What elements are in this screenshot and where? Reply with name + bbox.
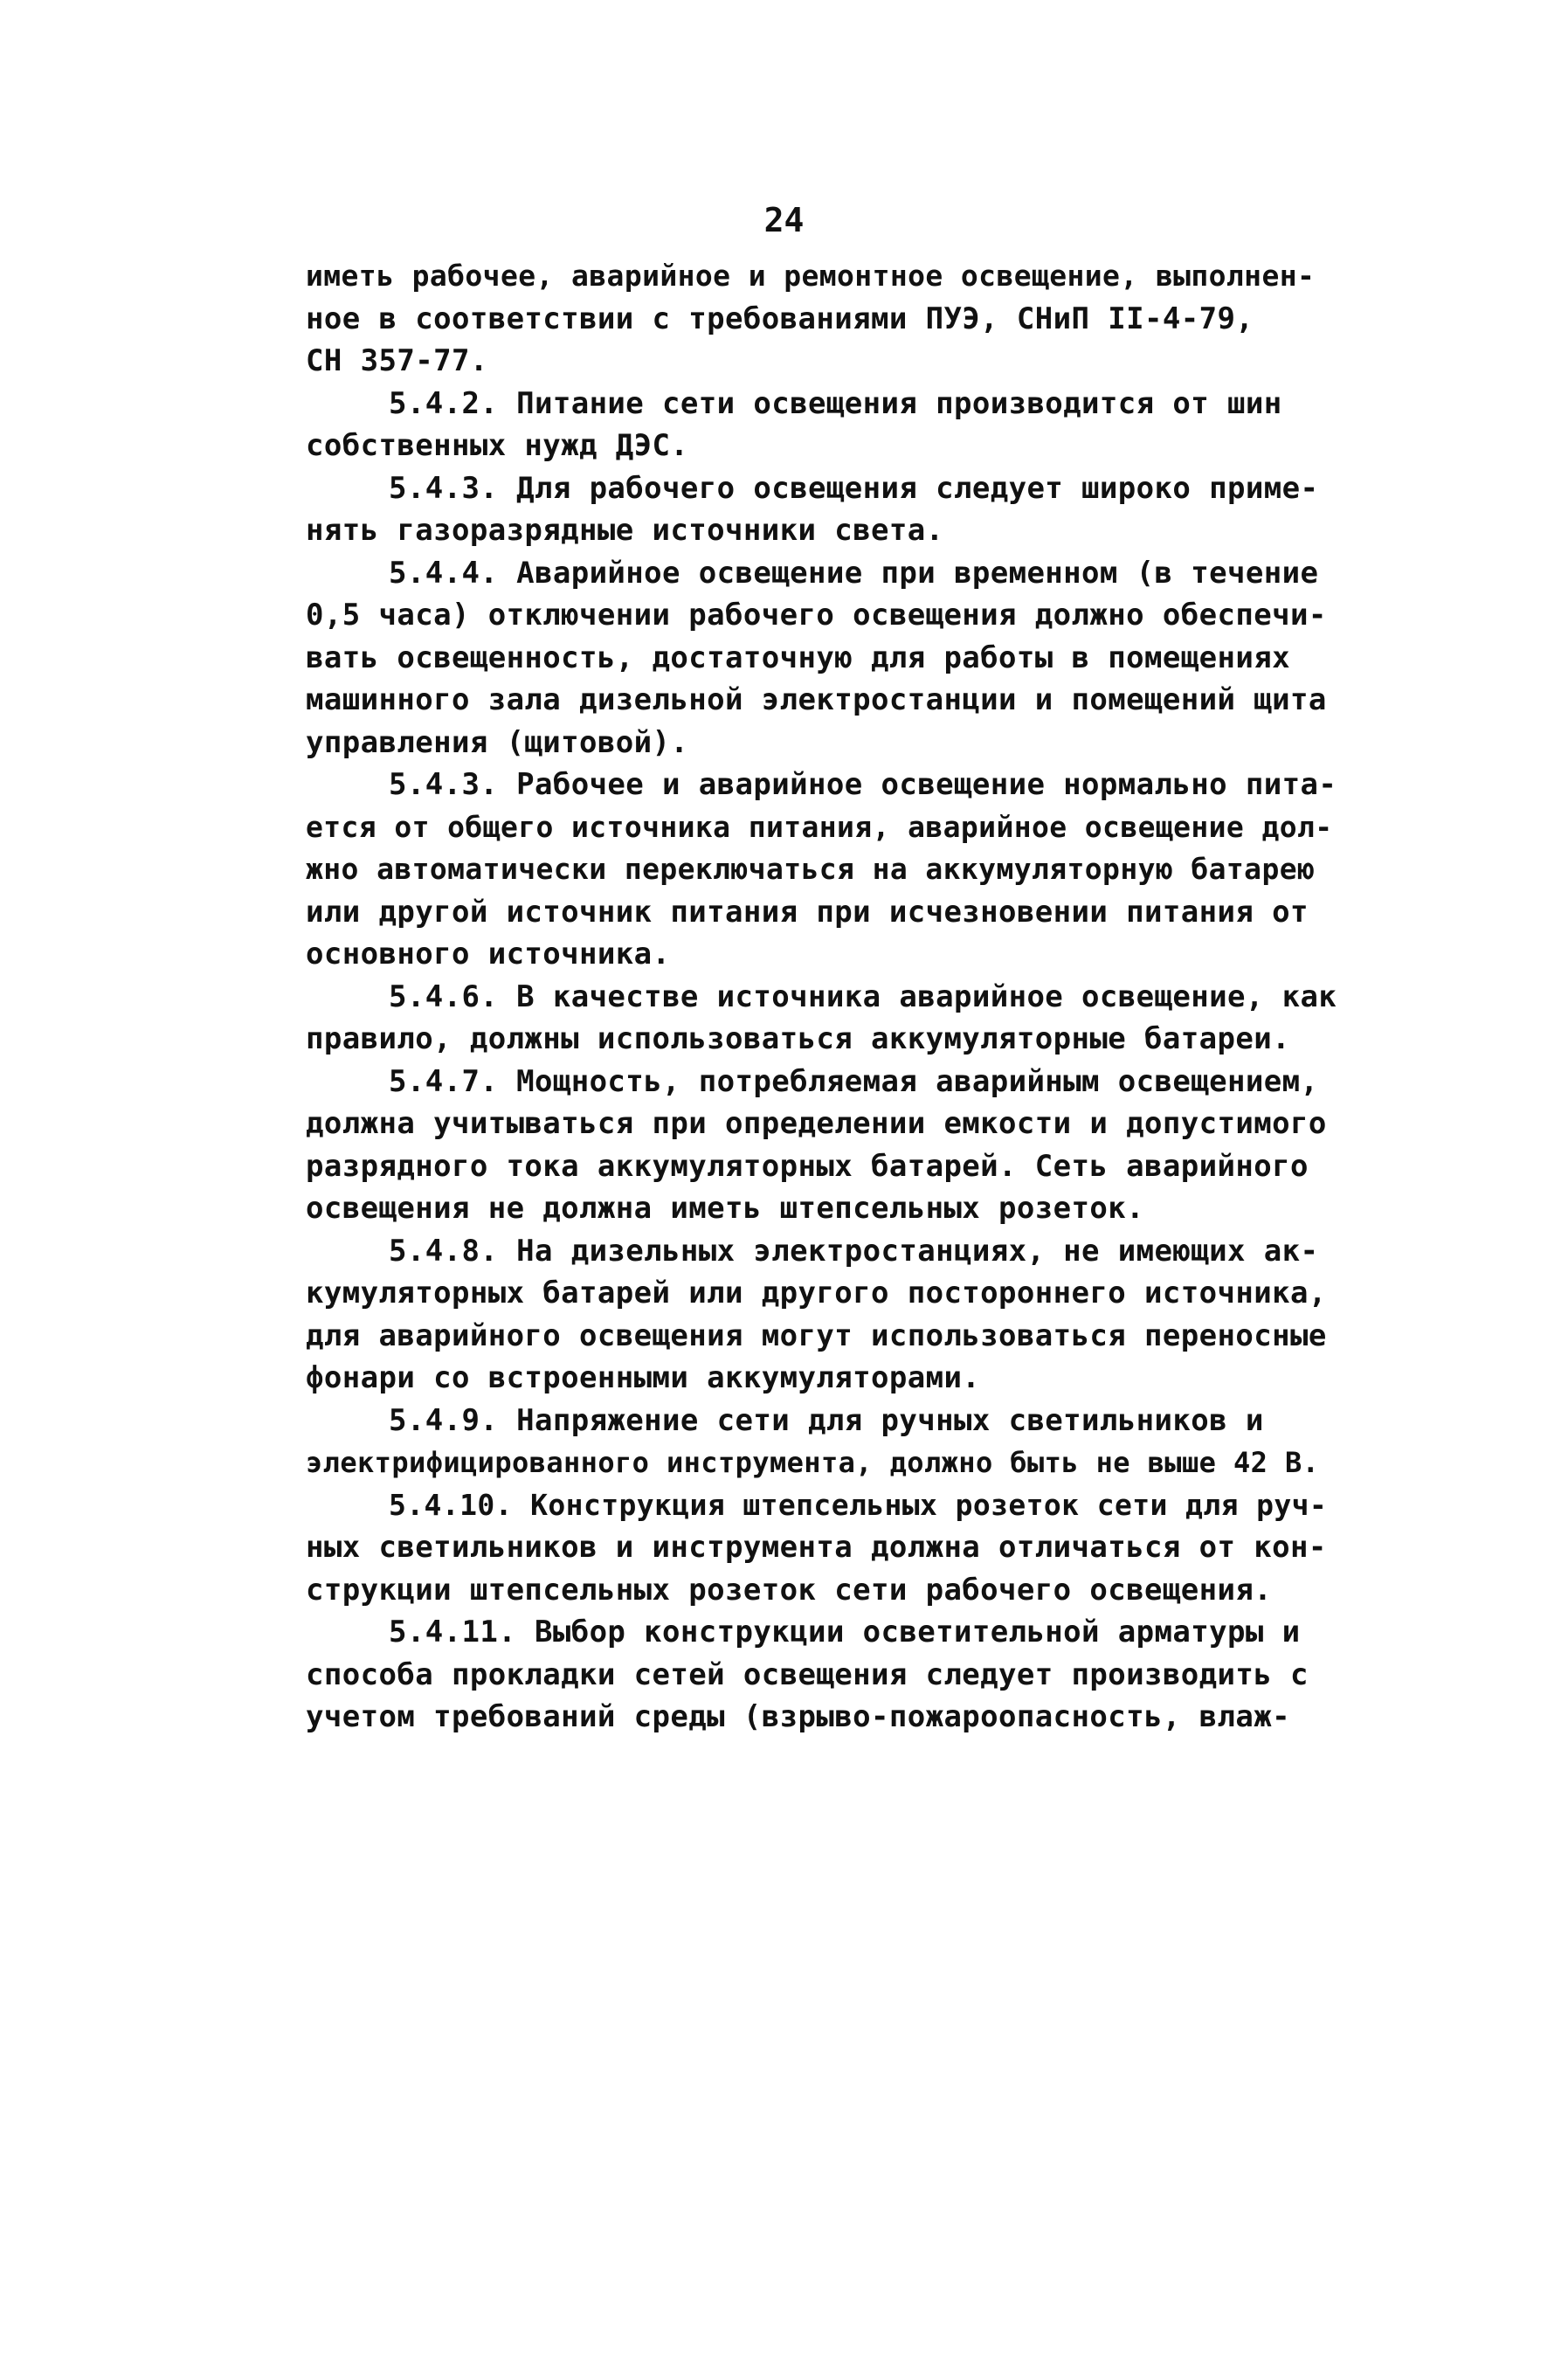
text-line: фонари со встроенными аккумуляторами. [306, 1360, 981, 1395]
text-line: ется от общего источника питания, аварийное освещение дол- [306, 809, 1333, 844]
text-line: 5.4.7. Мощность, потребляемая аварийным освещением, [389, 1063, 1319, 1099]
text-line: или другой источник питания при исчезновении питания от [306, 894, 1309, 930]
text-line: ное в соответствии с требованиями ПУЭ, СНиП II-4-79, [306, 301, 1254, 336]
text-line: собственных нужд ДЭС. [306, 428, 689, 463]
text-line: ных светильников и инструмента должна отличаться от кон- [306, 1530, 1327, 1565]
text-line: нять газоразрядные источники света. [306, 513, 944, 548]
text-line: 5.4.2. Питание сети освещения производится от шин [389, 385, 1282, 421]
text-line: 5.4.3. Для рабочего освещения следует широко приме- [389, 470, 1319, 506]
text-line: управления (щитовой). [306, 724, 689, 760]
text-line: правило, должны использоваться аккумуляторные батареи. [306, 1021, 1290, 1056]
text-line: струкции штепсельных розеток сети рабочего освещения. [306, 1572, 1273, 1608]
text-line: 5.4.3. Рабочее и аварийное освещение нормально пита- [389, 767, 1337, 802]
page-number: 24 [763, 201, 805, 239]
text-line: 0,5 часа) отключении рабочего освещения должно обеспечи- [306, 598, 1327, 633]
text-line: иметь рабочее, аварийное и ремонтное освещение, выполнен- [306, 259, 1316, 293]
text-line: основного источника. [306, 937, 671, 972]
text-line: освещения не должна иметь штепсельных розеток. [306, 1191, 1145, 1226]
text-line: вать освещенность, достаточную для работы в помещениях [306, 640, 1290, 675]
text-line: 5.4.10. Конструкция штепсельных розеток сети для руч- [389, 1487, 1328, 1522]
text-line: способа прокладки сетей освещения следует производить с [306, 1656, 1309, 1692]
text-line: 5.4.9. Напряжение сети для ручных светильников и [389, 1402, 1264, 1438]
text-line: 5.4.6. В качестве источника аварийное освещение, как [389, 979, 1337, 1014]
text-line: должна учитываться при определении емкости и допустимого [306, 1106, 1327, 1141]
text-line: 5.4.4. Аварийное освещение при временном (в течение [389, 555, 1319, 591]
text-line: для аварийного освещения могут использоваться переносные [306, 1317, 1327, 1353]
text-line: электрифицированного инструмента, должно быть не выше 42 В. [306, 1446, 1320, 1479]
text-line: машинного зала дизельной электростанции и помещений щита [306, 682, 1327, 717]
text-line: СН 357-77. [306, 343, 488, 378]
text-line: разрядного тока аккумуляторных батарей. Сеть аварийного [306, 1148, 1309, 1184]
text-line: жно автоматически переключаться на аккумуляторную батарею [306, 852, 1316, 886]
text-line: учетом требований среды (взрыво-пожароопасность, влаж- [306, 1699, 1290, 1734]
body-text [306, 255, 1337, 1739]
text-line: 5.4.11. Выбор конструкции осветительной арматуры и [389, 1615, 1301, 1649]
text-line: 5.4.8. На дизельных электростанциях, не имеющих ак- [389, 1233, 1319, 1269]
text-line: кумуляторных батарей или другого постороннего источника, [306, 1276, 1327, 1310]
